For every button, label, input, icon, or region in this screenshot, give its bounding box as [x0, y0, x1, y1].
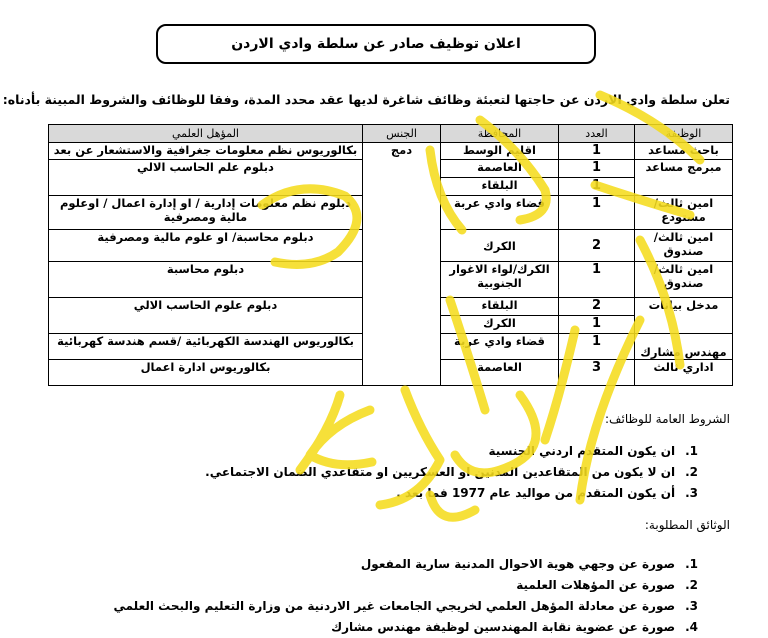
general-conditions-list — [205, 441, 698, 504]
job-title: امين ثالث/صندوق — [635, 230, 733, 262]
job-count: 1 — [559, 196, 635, 230]
item-text: أن يكون المتقدم من مواليد عام 1977 فما بعد . — [396, 486, 676, 500]
job-governorate: اقليم الوسط — [441, 143, 559, 160]
item-number: 1. — [685, 444, 698, 458]
job-governorate: الكرك — [441, 316, 559, 334]
header-job: الوظيفة — [635, 125, 733, 143]
table-row — [49, 143, 733, 160]
job-qualification: بكالوريوس ادارة اعمال — [49, 360, 363, 386]
job-count: 2 — [559, 298, 635, 316]
job-qualification: دبلوم محاسبة — [49, 262, 363, 298]
list-item — [205, 441, 698, 462]
job-qualification: بكالوريوس نظم معلومات جغرافية والاستشعار عن بعد — [49, 143, 363, 160]
job-count: 1 — [559, 334, 635, 360]
job-title: مبرمج مساعد — [635, 160, 733, 196]
required-documents-list — [113, 554, 698, 638]
list-item — [205, 462, 698, 483]
job-governorate: البلقاء — [441, 178, 559, 196]
item-number: 1. — [685, 557, 698, 571]
item-number: 3. — [685, 486, 698, 500]
job-count: 1 — [559, 160, 635, 178]
list-item — [113, 617, 698, 638]
job-qualification: بكالوريوس الهندسة الكهربائية /قسم هندسة كهربائية — [49, 334, 363, 360]
job-governorate: الكرك/لواء الاغوار الجنوبية — [441, 262, 559, 298]
job-governorate: العاصمة — [441, 360, 559, 386]
item-number: 4. — [685, 620, 698, 634]
job-qualification: دبلوم علوم الحاسب الالي — [49, 298, 363, 334]
general-conditions-heading: الشروط العامة للوظائف: — [605, 412, 730, 426]
header-count: العدد — [559, 125, 635, 143]
job-count: 2 — [559, 230, 635, 262]
job-governorate: قضاء وادي عربة — [441, 196, 559, 230]
item-text: صورة عن وجهي هوية الاحوال المدنية سارية المفعول — [360, 557, 676, 571]
announcement-title-text: اعلان توظيف صادر عن سلطة وادي الاردن — [231, 36, 521, 52]
job-governorate: قضاء وادي عربة — [441, 334, 559, 360]
job-title: باحث مساعد — [635, 143, 733, 160]
job-governorate: البلقاء — [441, 298, 559, 316]
job-count: 1 — [559, 262, 635, 298]
list-item — [113, 575, 698, 596]
job-governorate: العاصمة — [441, 160, 559, 178]
required-documents-heading: الوثائق المطلوبة: — [644, 518, 730, 532]
jobs-table — [48, 124, 733, 386]
job-governorate: الكرك — [441, 230, 559, 262]
intro-text: تعلن سلطة وادي الاردن عن حاجتها لتعبئة وظائف شاغرة لديها عقد محدد المدة، وفقا للوظائف والشروط المبينة بأدناه: — [2, 92, 730, 107]
job-count: 1 — [559, 143, 635, 160]
job-qualification: دبلوم علم الحاسب الالي — [49, 160, 363, 196]
job-title: مدخل بيانات — [635, 298, 733, 334]
table-header-row — [49, 125, 733, 143]
job-title: اداري ثالث — [635, 360, 733, 386]
item-number: 2. — [685, 465, 698, 479]
header-qualification: المؤهل العلمي — [49, 125, 363, 143]
job-qualification: دبلوم نظم معلومات إدارية / او إدارة اعمال / اوعلوم مالية ومصرفية — [49, 196, 363, 230]
list-item — [205, 483, 698, 504]
job-count: 1 — [559, 316, 635, 334]
item-number: 2. — [685, 578, 698, 592]
header-governorate: المحافظة — [441, 125, 559, 143]
job-count: 1 — [559, 178, 635, 196]
header-gender: الجنس — [363, 125, 441, 143]
job-qualification: دبلوم محاسبة/ او علوم مالية ومصرفية — [49, 230, 363, 262]
job-title: امين ثالث/صندوق — [635, 262, 733, 298]
item-text: صورة عن المؤهلات العلمية — [516, 578, 676, 592]
item-text: صورة عن عضوية نقابة المهندسين لوظيفة مهندس مشارك — [331, 620, 676, 634]
item-number: 3. — [685, 599, 698, 613]
list-item — [113, 554, 698, 575]
gender-cell: دمج — [363, 143, 441, 386]
list-item — [113, 596, 698, 617]
job-count: 3 — [559, 360, 635, 386]
job-title: مهندس مشارك — [635, 334, 733, 360]
item-text: ان لا يكون من المتقاعدين المدنين او العسكريين او متقاعدي الضمان الاجتماعي. — [205, 465, 676, 479]
announcement-title — [156, 24, 596, 64]
item-text: ان يكون المتقدم اردني الجنسية — [488, 444, 676, 458]
job-title: امين ثالث/مستودع — [635, 196, 733, 230]
item-text: صورة عن معادلة المؤهل العلمي لخريجي الجامعات غير الاردنية من وزارة التعليم والبحث العلمي — [113, 599, 676, 613]
